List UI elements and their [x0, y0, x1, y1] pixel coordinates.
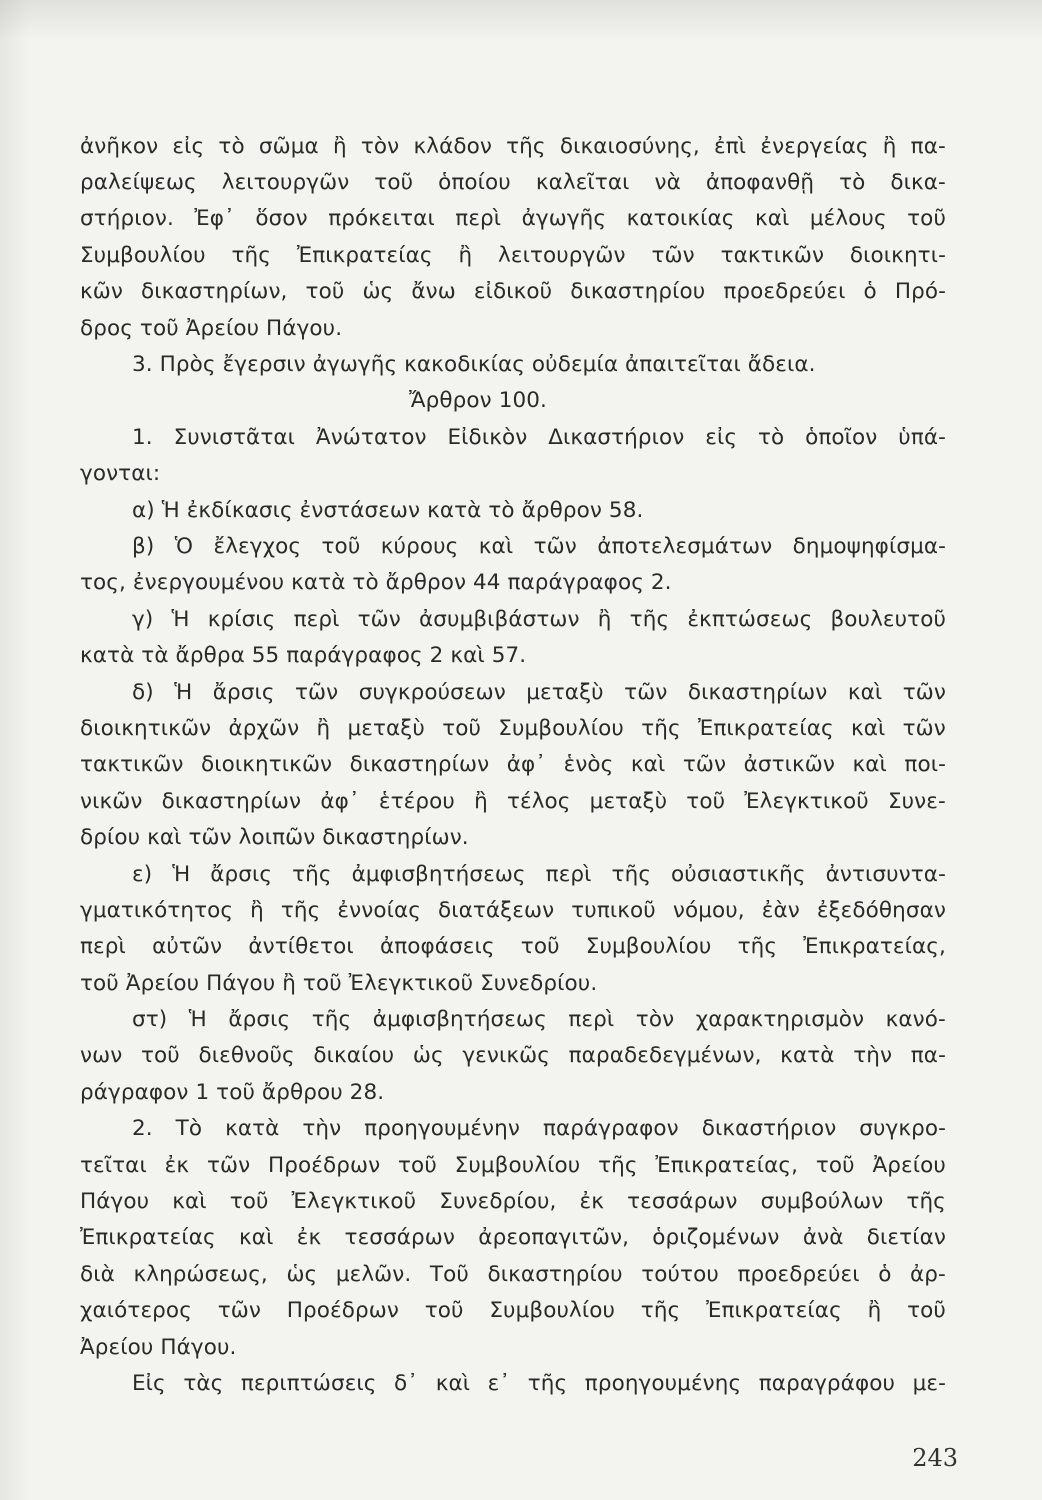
text-line: ράγραφον 1 τοῦ ἄρθρου 28. [80, 1079, 385, 1105]
text-line: ε) Ἡ ἄρσις τῆς ἀμφισβητήσεως περὶ τῆς οὐσιαστικῆς ἀντισυντα- [132, 861, 946, 887]
text-line: τος, ἐνεργουμένου κατὰ τὸ ἄρθρον 44 παράγραφος 2. [80, 570, 672, 596]
text-line: διὰ κληρώσεως, ὡς μελῶν. Τοῦ δικαστηρίου τούτου προεδρεύει ὁ ἀρ- [80, 1261, 946, 1287]
text-line: χαιότερος τῶν Προέδρων τοῦ Συμβουλίου τῆς Ἐπικρατείας ἢ τοῦ [80, 1298, 946, 1324]
text-line: στ) Ἡ ἄρσις τῆς ἀμφισβητήσεως περὶ τὸν χαρακτηρισμὸν κανό- [132, 1007, 946, 1033]
text-line: δρίου καὶ τῶν λοιπῶν δικαστηρίων. [80, 825, 469, 851]
text-line: περὶ αὐτῶν ἀντίθετοι ἀποφάσεις τοῦ Συμβουλίου τῆς Ἐπικρατείας, [80, 934, 946, 960]
text-line: 1. Συνιστᾶται Ἀνώτατον Εἰδικὸν Δικαστήριον εἰς τὸ ὁποῖον ὑπά- [132, 424, 946, 450]
text-line: Ἄρθρον 100. [409, 388, 547, 414]
text-line: 2. Τὸ κατὰ τὴν προηγουμένην παράγραφον δικαστήριον συγκρο- [132, 1116, 946, 1142]
text-line: νων τοῦ διεθνοῦς δικαίου ὡς γενικῶς παραδεδεγμένων, κατὰ τὴν πα- [80, 1043, 946, 1069]
text-line: Πάγου καὶ τοῦ Ἐλεγκτικοῦ Συνεδρίου, ἐκ τεσσάρων συμβούλων τῆς [80, 1189, 946, 1215]
text-line: τακτικῶν διοικητικῶν δικαστηρίων ἀφ᾽ ἑνὸς καὶ τῶν ἀστικῶν καὶ ποι- [80, 752, 946, 778]
page-number: 243 [912, 1444, 958, 1472]
text-line: γ) Ἡ κρίσις περὶ τῶν ἀσυμβιβάστων ἢ τῆς ἐκπτώσεως βουλευτοῦ [132, 606, 946, 632]
text-line: τεῖται ἐκ τῶν Προέδρων τοῦ Συμβουλίου τῆς Ἐπικρατείας, τοῦ Ἀρείου [80, 1152, 946, 1178]
text-line: νικῶν δικαστηρίων ἀφ᾽ ἑτέρου ἢ τέλος μεταξὺ τοῦ Ἐλεγκτικοῦ Συνε- [80, 788, 946, 814]
text-line: ἀνῆκον εἰς τὸ σῶμα ἢ τὸν κλάδον τῆς δικαιοσύνης, ἐπὶ ἐνεργείας ἢ πα- [80, 133, 946, 159]
text-line: ραλείψεως λειτουργῶν τοῦ ὁποίου καλεῖται νὰ ἀποφανθῇ τὸ δικα- [80, 170, 946, 196]
text-line: γονται: [80, 461, 161, 487]
text-line: Εἰς τὰς περιπτώσεις δ᾽ καὶ ε᾽ τῆς προηγουμένης παραγράφου με- [132, 1370, 946, 1396]
text-line: τοῦ Ἀρείου Πάγου ἢ τοῦ Ἐλεγκτικοῦ Συνεδρίου. [80, 970, 598, 996]
text-line: δ) Ἡ ἄρσις τῶν συγκρούσεων μεταξὺ τῶν δικαστηρίων καὶ τῶν [132, 679, 946, 705]
text-line: κατὰ τὰ ἄρθρα 55 παράγραφος 2 καὶ 57. [80, 643, 527, 669]
text-line: διοικητικῶν ἀρχῶν ἢ μεταξὺ τοῦ Συμβουλίου τῆς Ἐπικρατείας καὶ τῶν [80, 715, 946, 741]
text-line: 3. Πρὸς ἔγερσιν ἀγωγῆς κακοδικίας οὐδεμία ἀπαιτεῖται ἄδεια. [132, 352, 816, 378]
text-line: Συμβουλίου τῆς Ἐπικρατείας ἢ λειτουργῶν τῶν τακτικῶν διοικητι- [80, 242, 946, 268]
text-line: β) Ὁ ἔλεγχος τοῦ κύρους καὶ τῶν ἀποτελεσμάτων δημοψηφίσμα- [132, 533, 946, 559]
text-line: α) Ἡ ἐκδίκασις ἐνστάσεων κατὰ τὸ ἄρθρον 58. [132, 497, 644, 523]
text-line: Ἀρείου Πάγου. [80, 1334, 237, 1360]
text-line: δρος τοῦ Ἀρείου Πάγου. [80, 315, 343, 341]
text-line: κῶν δικαστηρίων, τοῦ ὡς ἄνω εἰδικοῦ δικαστηρίου προεδρεύει ὁ Πρό- [80, 279, 946, 305]
text-line: Ἐπικρατείας καὶ ἐκ τεσσάρων ἀρεοπαγιτῶν, ὁριζομένων ἀνὰ διετίαν [80, 1225, 946, 1251]
text-line: γματικότητος ἢ τῆς ἐννοίας διατάξεων τυπικοῦ νόμου, ἐὰν ἐξεδόθησαν [80, 897, 946, 923]
body-text [80, 128, 946, 1402]
text-line: στήριον. Ἐφ᾽ ὅσον πρόκειται περὶ ἀγωγῆς κατοικίας καὶ μέλους τοῦ [80, 206, 946, 232]
